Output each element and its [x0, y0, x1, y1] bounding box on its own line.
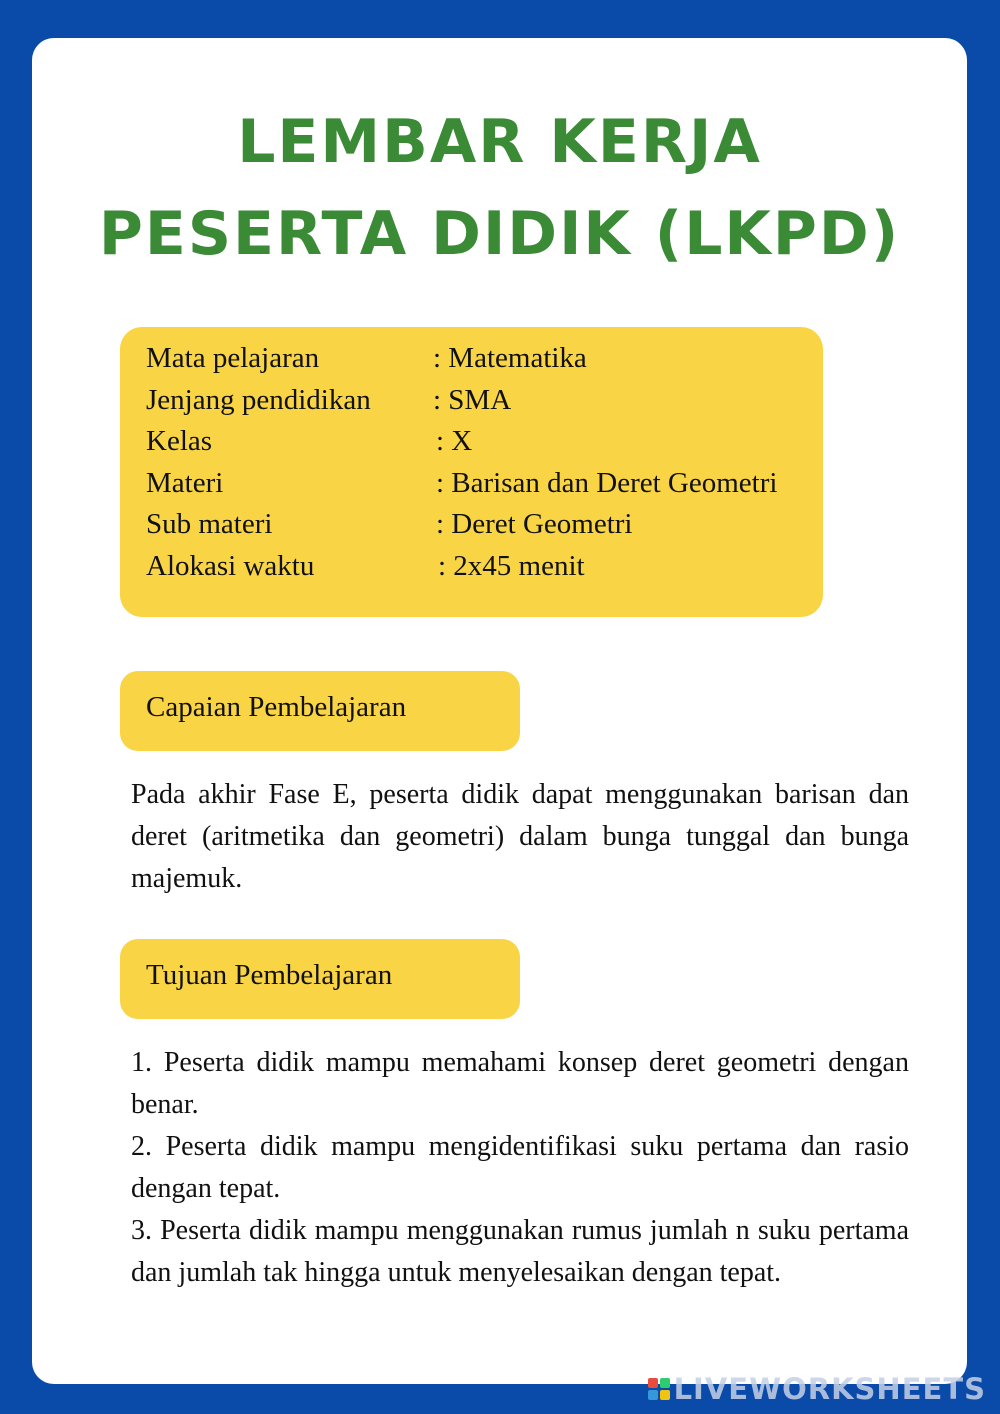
info-value: : X — [436, 425, 473, 457]
tujuan-item: 1. Peserta didik mampu memahami konsep deret geometri dengan benar. — [131, 1047, 909, 1120]
capaian-heading: Capaian Pembelajaran — [146, 691, 407, 723]
info-label: Sub materi — [146, 508, 273, 540]
info-row — [146, 341, 587, 375]
info-label: Mata pelajaran — [146, 342, 320, 374]
page-title — [32, 96, 967, 280]
watermark-text: LIVEWORKSHEETS — [673, 1372, 986, 1406]
info-label: Alokasi waktu — [146, 550, 315, 582]
info-label: Jenjang pendidikan — [146, 384, 371, 416]
liveworksheets-watermark — [648, 1372, 986, 1406]
info-value: : Barisan dan Deret Geometri — [436, 467, 778, 499]
info-row — [146, 466, 778, 500]
capaian-heading-box — [120, 671, 520, 751]
tujuan-item: 2. Peserta didik mampu mengidentifikasi suku pertama dan rasio dengan tepat. — [131, 1131, 909, 1204]
logo-square — [648, 1390, 658, 1400]
info-value: : 2x45 menit — [438, 550, 585, 582]
title-line-2: PESERTA DIDIK (LKPD) — [98, 199, 901, 269]
title-line-1: LEMBAR KERJA — [237, 107, 762, 177]
info-row — [146, 424, 473, 458]
capaian-paragraph: Pada akhir Fase E, peserta didik dapat menggunakan barisan dan deret (aritmetika dan geometri) dalam bunga tunggal dan bunga majemuk. — [131, 779, 909, 894]
tujuan-heading-box — [120, 939, 520, 1019]
worksheet-page — [32, 38, 967, 1384]
subject-info-box — [120, 327, 823, 617]
capaian-text — [131, 774, 909, 900]
info-row — [146, 549, 585, 583]
logo-square — [648, 1378, 658, 1388]
info-value: : Matematika — [433, 342, 587, 374]
info-label: Materi — [146, 467, 224, 499]
info-row — [146, 507, 633, 541]
info-value: : Deret Geometri — [436, 508, 633, 540]
tujuan-heading: Tujuan Pembelajaran — [146, 959, 393, 991]
tujuan-item: 3. Peserta didik mampu menggunakan rumus jumlah n suku pertama dan jumlah tak hingga untuk menyelesaikan dengan tepat. — [131, 1215, 909, 1288]
info-label: Kelas — [146, 425, 213, 457]
info-value: : SMA — [433, 384, 512, 416]
logo-square — [660, 1378, 670, 1388]
liveworksheets-logo-icon — [648, 1378, 670, 1400]
logo-square — [660, 1390, 670, 1400]
tujuan-list — [131, 1042, 909, 1294]
info-row — [146, 383, 512, 417]
